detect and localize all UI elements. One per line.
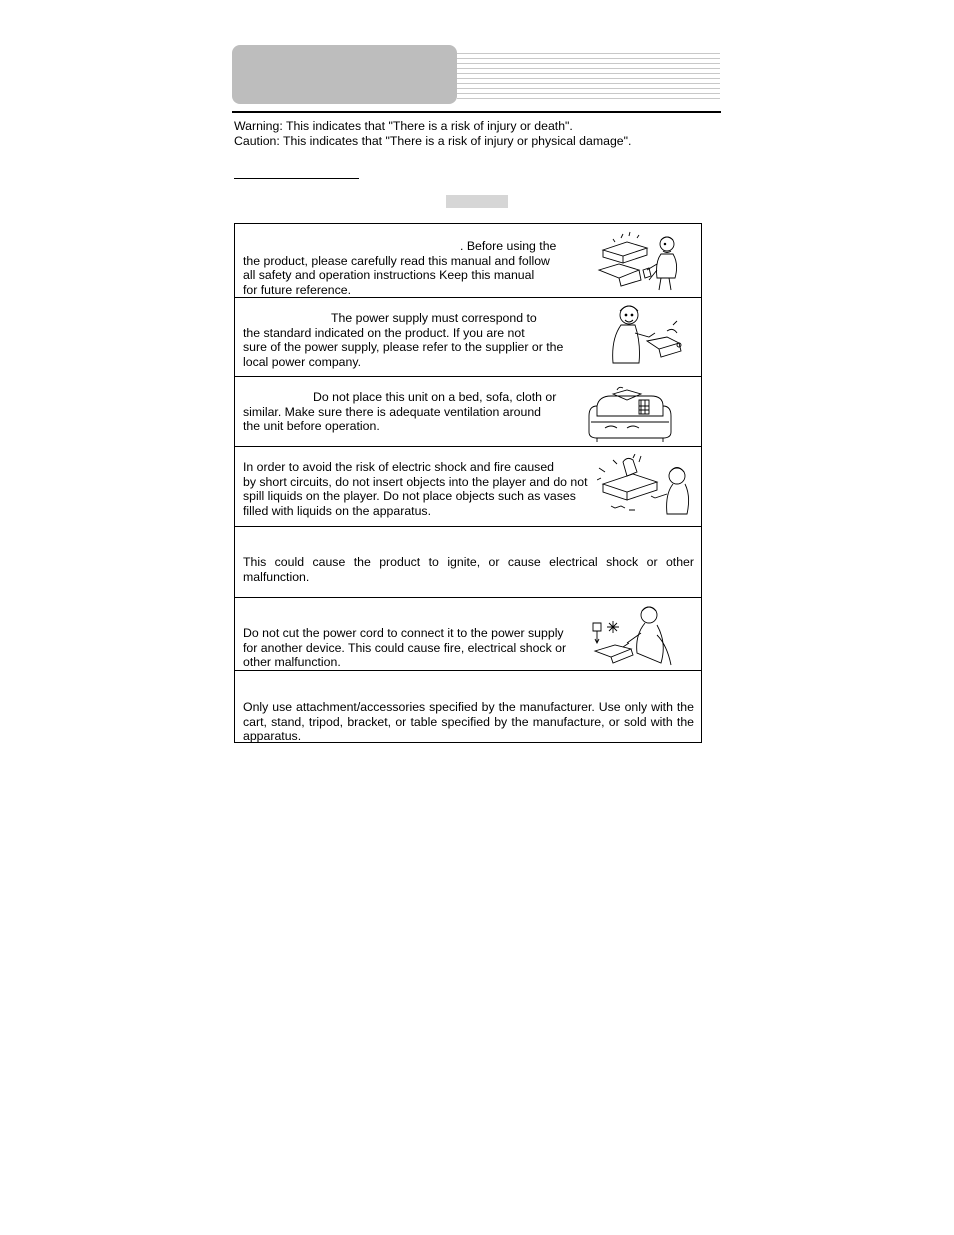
person-plugging-power-icon bbox=[607, 301, 687, 369]
header-tab bbox=[232, 45, 457, 104]
warning-definition: Warning: This indicates that "There is a risk of injury or death". bbox=[234, 119, 573, 133]
intro-definitions bbox=[234, 119, 720, 149]
section-label-box bbox=[446, 195, 508, 208]
table-row bbox=[235, 526, 701, 598]
table-row bbox=[235, 597, 701, 671]
header-decorative-lines bbox=[457, 53, 720, 103]
table-row bbox=[235, 446, 701, 527]
row-text: Only use attachment/accessories specified by the manufacturer. Use only with the cart, stand, tripod, bracket, or table specified by the manufacture, or sold with the apparatus. bbox=[243, 700, 694, 743]
unit-on-sofa-icon bbox=[587, 386, 673, 444]
table-row bbox=[235, 670, 701, 742]
row-text: Do not cut the power cord to connect it to the power supply for another device. This could cause fire, electrical shock or other malfunction. bbox=[243, 626, 567, 669]
row-text: In order to avoid the risk of electric shock and fire caused by short circuits, do not insert objects into the player and do not spill liquids on the player. Do not place objects such as vases filled with liquids on the apparatus. bbox=[243, 460, 588, 518]
table-row bbox=[235, 224, 701, 298]
table-row bbox=[235, 376, 701, 447]
cut-power-cord-icon bbox=[591, 605, 679, 667]
row-text: This could cause the product to ignite, or cause electrical shock or other malfunction. bbox=[243, 555, 694, 584]
row-text: The power supply must correspond to the standard indicated on the product. If you are not sure of the power supply, please refer to the supplier or the local power company. bbox=[243, 311, 564, 369]
header-divider bbox=[232, 111, 721, 113]
caution-definition: Caution: This indicates that "There is a risk of injury or physical damage". bbox=[234, 134, 632, 148]
table-row bbox=[235, 297, 701, 377]
row-text: Do not place this unit on a bed, sofa, cloth or similar. Make sure there is adequate ventilation around the unit before operation. bbox=[243, 390, 557, 433]
row-text: . Before using the the product, please carefully read this manual and follow all safety and operation instructions Keep this manual for future reference. bbox=[243, 239, 557, 297]
safety-instructions-table bbox=[234, 223, 702, 743]
section-underline bbox=[234, 178, 359, 179]
person-reading-manual-icon bbox=[597, 230, 689, 292]
liquid-spill-shock-icon bbox=[597, 454, 691, 518]
